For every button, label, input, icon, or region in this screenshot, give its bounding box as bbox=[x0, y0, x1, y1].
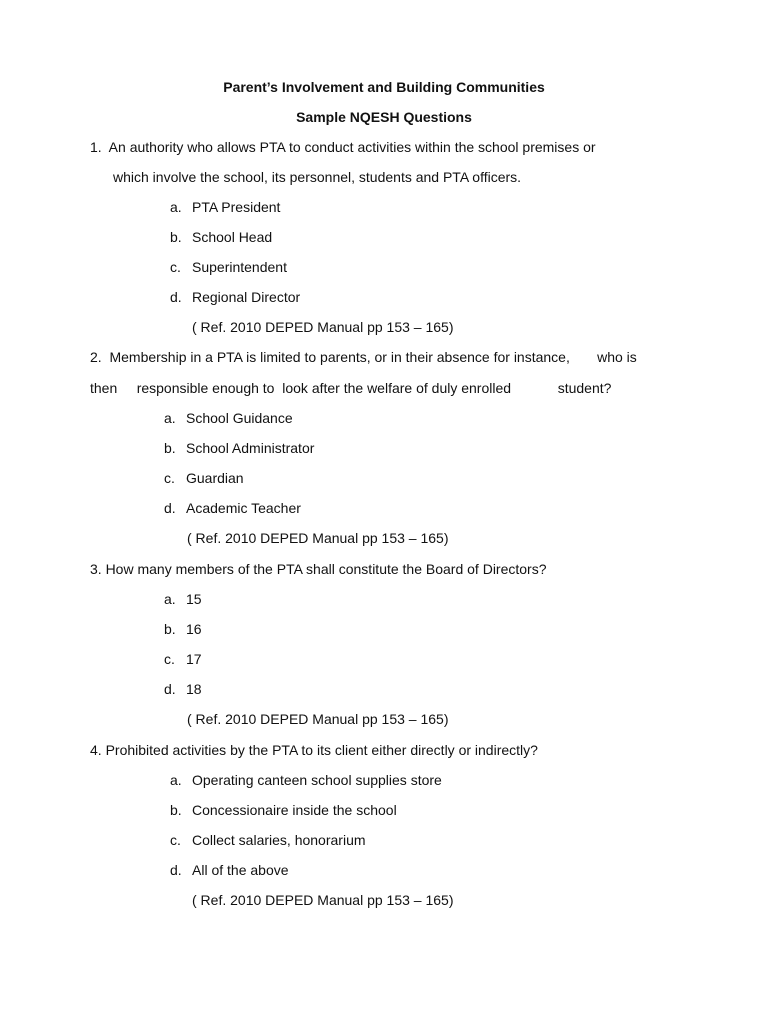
option-text: Superintendent bbox=[192, 259, 287, 275]
question-4-option-d bbox=[170, 861, 289, 879]
question-4-option-a bbox=[170, 771, 442, 789]
option-letter: d. bbox=[170, 289, 182, 305]
option-text: Operating canteen school supplies store bbox=[192, 772, 442, 788]
option-text: 18 bbox=[186, 681, 202, 697]
question-3-option-a bbox=[164, 590, 202, 608]
question-4-option-c bbox=[170, 831, 366, 849]
option-letter: b. bbox=[164, 621, 176, 637]
question-1-reference: ( Ref. 2010 DEPED Manual pp 153 – 165) bbox=[192, 319, 454, 335]
option-text: School Administrator bbox=[186, 440, 315, 456]
option-letter: c. bbox=[170, 832, 181, 848]
option-letter: d. bbox=[164, 500, 176, 516]
question-2-option-b bbox=[164, 439, 314, 457]
option-text: Concessionaire inside the school bbox=[192, 802, 397, 818]
option-letter: a. bbox=[164, 591, 176, 607]
option-letter: d. bbox=[170, 862, 182, 878]
option-letter: a. bbox=[170, 199, 182, 215]
question-4-text: 4. Prohibited activities by the PTA to its client either directly or indirectly? bbox=[90, 742, 538, 758]
question-1-option-c bbox=[170, 258, 287, 276]
question-1-option-a bbox=[170, 198, 280, 216]
option-letter: b. bbox=[170, 802, 182, 818]
option-text: School Head bbox=[192, 229, 273, 245]
question-2-reference: ( Ref. 2010 DEPED Manual pp 153 – 165) bbox=[187, 530, 449, 546]
question-3-option-c bbox=[164, 650, 202, 668]
question-3-option-b bbox=[164, 620, 202, 638]
option-letter: c. bbox=[170, 259, 181, 275]
option-letter: d. bbox=[164, 681, 176, 697]
question-2-text-cont: then responsible enough to look after the welfare of duly enrolled student? bbox=[90, 380, 612, 396]
question-4-option-b bbox=[170, 801, 397, 819]
option-text: All of the above bbox=[192, 862, 289, 878]
question-2-option-d bbox=[164, 499, 301, 517]
question-2-text: 2. Membership in a PTA is limited to parents, or in their absence for instance, who is bbox=[90, 349, 637, 365]
question-1-option-b bbox=[170, 228, 272, 246]
option-letter: c. bbox=[164, 651, 175, 667]
option-text: Academic Teacher bbox=[186, 500, 301, 516]
option-text: 15 bbox=[186, 591, 202, 607]
question-1-text-cont: which involve the school, its personnel, students and PTA officers. bbox=[113, 169, 522, 185]
option-letter: a. bbox=[170, 772, 182, 788]
option-text: Regional Director bbox=[192, 289, 301, 305]
option-text: 16 bbox=[186, 621, 202, 637]
option-letter: b. bbox=[164, 440, 176, 456]
question-3-reference: ( Ref. 2010 DEPED Manual pp 153 – 165) bbox=[187, 711, 449, 727]
question-4-reference: ( Ref. 2010 DEPED Manual pp 153 – 165) bbox=[192, 892, 454, 908]
question-3-text: 3. How many members of the PTA shall constitute the Board of Directors? bbox=[90, 561, 547, 577]
question-2-option-c bbox=[164, 469, 244, 487]
option-letter: a. bbox=[164, 410, 176, 426]
option-text: 17 bbox=[186, 651, 202, 667]
page-subtitle: Sample NQESH Questions bbox=[296, 109, 472, 125]
option-letter: c. bbox=[164, 470, 175, 486]
question-1-option-d bbox=[170, 288, 300, 306]
question-2-option-a bbox=[164, 409, 293, 427]
option-text: Collect salaries, honorarium bbox=[192, 832, 366, 848]
option-text: Guardian bbox=[186, 470, 244, 486]
question-3-option-d bbox=[164, 680, 202, 698]
option-letter: b. bbox=[170, 229, 182, 245]
question-1-text: 1. An authority who allows PTA to conduct activities within the school premises or bbox=[90, 139, 596, 155]
option-text: PTA President bbox=[192, 199, 281, 215]
page-title: Parent’s Involvement and Building Communities bbox=[223, 79, 545, 95]
option-text: School Guidance bbox=[186, 410, 293, 426]
